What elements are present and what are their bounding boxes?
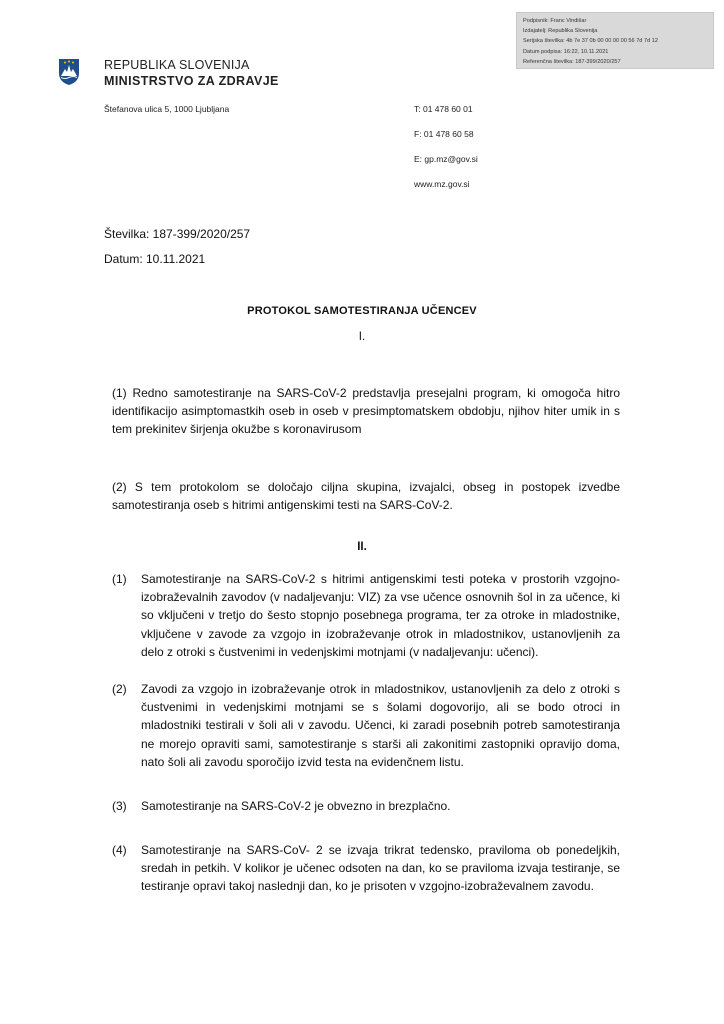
section2-item-4 — [112, 841, 620, 896]
section-heading-2: II. — [357, 541, 367, 553]
section2-item-1 — [112, 570, 620, 661]
item-text: Samotestiranje na SARS-CoV- 2 se izvaja trikrat tedensko, praviloma ob ponedeljkih, sredah in petkih. V kolikor je učenec odsoten na dan, ko se praviloma izvaja testiranje, se testiranje opravi takoj naslednji dan, ko je prisoten v vzgojno-izobraževalnem zavodu. — [141, 843, 620, 894]
government-name: REPUBLIKA SLOVENIJA — [104, 58, 250, 72]
document-date: Datum: 10.11.2021 — [104, 252, 206, 266]
digital-signature-box — [516, 12, 714, 69]
email-address: E: gp.mz@gov.si — [414, 154, 478, 164]
ministry-address: Štefanova ulica 5, 1000 Ljubljana — [104, 104, 230, 114]
signature-reference: Referenčna številka: 187-399/2020/257 — [523, 58, 621, 65]
item-number: (3) — [112, 799, 127, 813]
document-title: PROTOKOL SAMOTESTIRANJA UČENCEV — [247, 305, 477, 317]
signature-issuer: Izdajatelj: Republika Slovenija — [523, 28, 598, 35]
item-number: (2) — [112, 682, 127, 696]
section2-item-2 — [112, 680, 620, 771]
contact-block — [414, 104, 478, 204]
item-text: Samotestiranje na SARS-CoV-2 je obvezno in brezplačno. — [141, 799, 451, 813]
item-text: Zavodi za vzgojo in izobraževanje otrok in mladostnikov, ustanovljenih za delo z otroki s čustvenimi in vedenjskimi motnjami se s šolami dogovorijo, ali se bodo otroci in mladostniki testirali v šoli ali v zavodu. Učenci, ki zaradi posebnih potreb samotestiranja ne morejo opraviti sami, samotestiranje s starši ali zakonitimi zastopniki opravijo doma, nato šoli ali zavodu sporočijo izvid testa na evidenčnem listu. — [141, 682, 620, 769]
signature-serial: Serijska številka: 4b 7e 37 0b 00 00 00 00 56 7d 7d 12 — [523, 38, 658, 45]
item-number: (1) — [112, 572, 127, 586]
slovenia-coat-of-arms-icon — [58, 58, 80, 86]
section1-paragraph-2: (2) S tem protokolom se določajo ciljna skupina, izvajalci, obseg in postopek izvedbe samotestiranja oseb s hitrimi antigenskimi testi na SARS-CoV-2. — [112, 480, 620, 513]
phone-number: T: 01 478 60 01 — [414, 104, 473, 114]
website-address: www.mz.gov.si — [414, 179, 470, 189]
ministry-name: MINISTRSTVO ZA ZDRAVJE — [104, 74, 279, 88]
section2-item-3 — [112, 797, 620, 815]
item-number: (4) — [112, 843, 127, 857]
signature-date: Datum podpisa: 16:22, 10.11.2021 — [523, 48, 609, 55]
section1-paragraph-1: (1) Redno samotestiranje na SARS-CoV-2 predstavlja presejalni program, ki omogoča hitro identifikacijo asimptomastkih oseb in oseb v presimptomatskem obdobju, njihov hiter umik in s tem prekinitev širjenja okužbe s koronavirusom — [112, 386, 620, 437]
section-heading-1: I. — [358, 331, 366, 343]
document-number: Številka: 187-399/2020/257 — [104, 227, 251, 241]
fax-number: F: 01 478 60 58 — [414, 129, 474, 139]
item-text: Samotestiranje na SARS-CoV-2 s hitrimi antigenskimi testi poteka v prostorih vzgojno-izobraževalnih zavodov (v nadaljevanju: VIZ) za vse učence osnovnih šol in za učence, ki so vključeni v tretjo do šesto stopnjo posebnega programa, ter za otroke in mladostnike, vključene v zavode za vzgojo in izobraževanje otrok in mladostnikov, ustanovljenih za delo z otroki s čustvenimi in vedenjskimi motnjami (v nadaljevanju: učenci). — [141, 572, 620, 659]
signature-signer: Podpisnik: Franc Vindišar — [523, 18, 587, 24]
